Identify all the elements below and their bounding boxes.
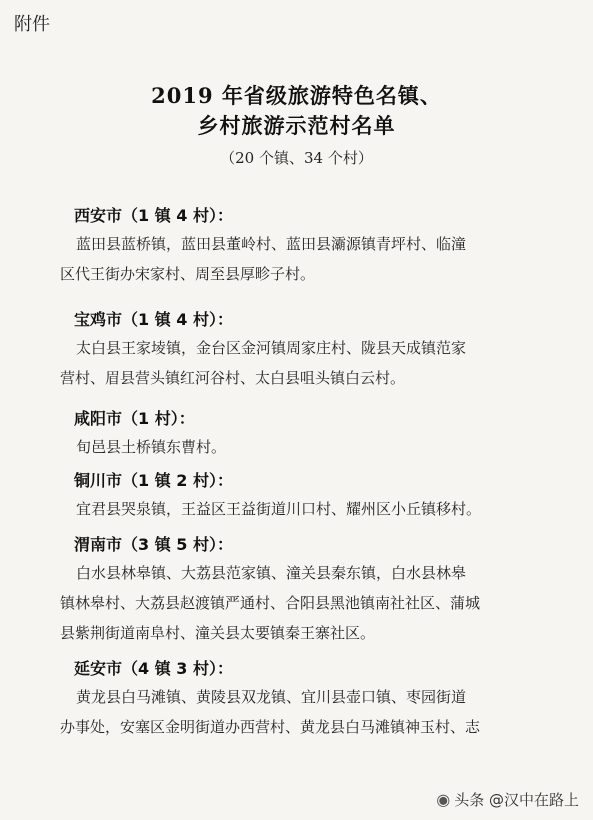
- source-label: 头条 @汉中在路上: [454, 791, 579, 809]
- list-line: 旬邑县土桥镇东曹村。: [76, 438, 227, 456]
- city-heading: 延安市（4 镇 3 村）：: [74, 659, 233, 678]
- list-line: 营村、眉县营头镇红河谷村、太白县咀头镇白云村。: [60, 369, 406, 387]
- city-heading: 宝鸡市（1 镇 4 村）：: [74, 310, 233, 329]
- city-heading: 铜川市（1 镇 2 村）：: [74, 471, 233, 490]
- list-line: 蓝田县蓝桥镇，蓝田县董岭村、蓝田县灞源镇青坪村、临潼: [76, 235, 467, 253]
- city-heading: 西安市（1 镇 4 村）：: [74, 206, 233, 225]
- section-tongchuan: [60, 468, 560, 524]
- list-line: 黄龙县白马滩镇、黄陵县双龙镇、宜川县壶口镇、枣园街道: [76, 688, 467, 706]
- list-line: 县紫荆街道南阜村、潼关县太要镇秦王寨社区。: [60, 624, 376, 642]
- list-line: 白水县林皋镇、大荔县范家镇、潼关县秦东镇，白水县林皋: [76, 564, 467, 582]
- city-heading: 渭南市（3 镇 5 村）：: [74, 535, 233, 554]
- section-xianyang: [60, 406, 560, 462]
- section-weinan: [60, 532, 560, 648]
- toutiao-logo-icon: ◉: [436, 790, 451, 809]
- section-xian: [60, 203, 560, 289]
- section-yanan: [60, 656, 560, 742]
- document-title-line2: 乡村旅游示范村名单: [197, 113, 396, 138]
- section-baoji: [60, 307, 560, 393]
- list-line: 镇林皋村、大荔县赵渡镇严通村、合阳县黑池镇南社社区、蒲城: [60, 594, 481, 612]
- list-line: 办事处，安塞区金明街道办西营村、黄龙县白马滩镇神玉村、志: [60, 718, 481, 736]
- city-heading: 咸阳市（1 村）：: [74, 409, 195, 428]
- document-subtitle: （20 个镇、34 个村）: [220, 149, 373, 167]
- list-line: 宜君县哭泉镇，王益区王益街道川口村、耀州区小丘镇移村。: [76, 500, 482, 518]
- attachment-label: 附件: [14, 14, 50, 35]
- document-title-line1: 2019 年省级旅游特色名镇、: [151, 83, 442, 108]
- list-line: 区代王街办宋家村、周至县厚畛子村。: [60, 265, 316, 283]
- source-footer: [436, 789, 579, 810]
- list-line: 太白县王家堎镇，金台区金河镇周家庄村、陇县天成镇范家: [76, 339, 467, 357]
